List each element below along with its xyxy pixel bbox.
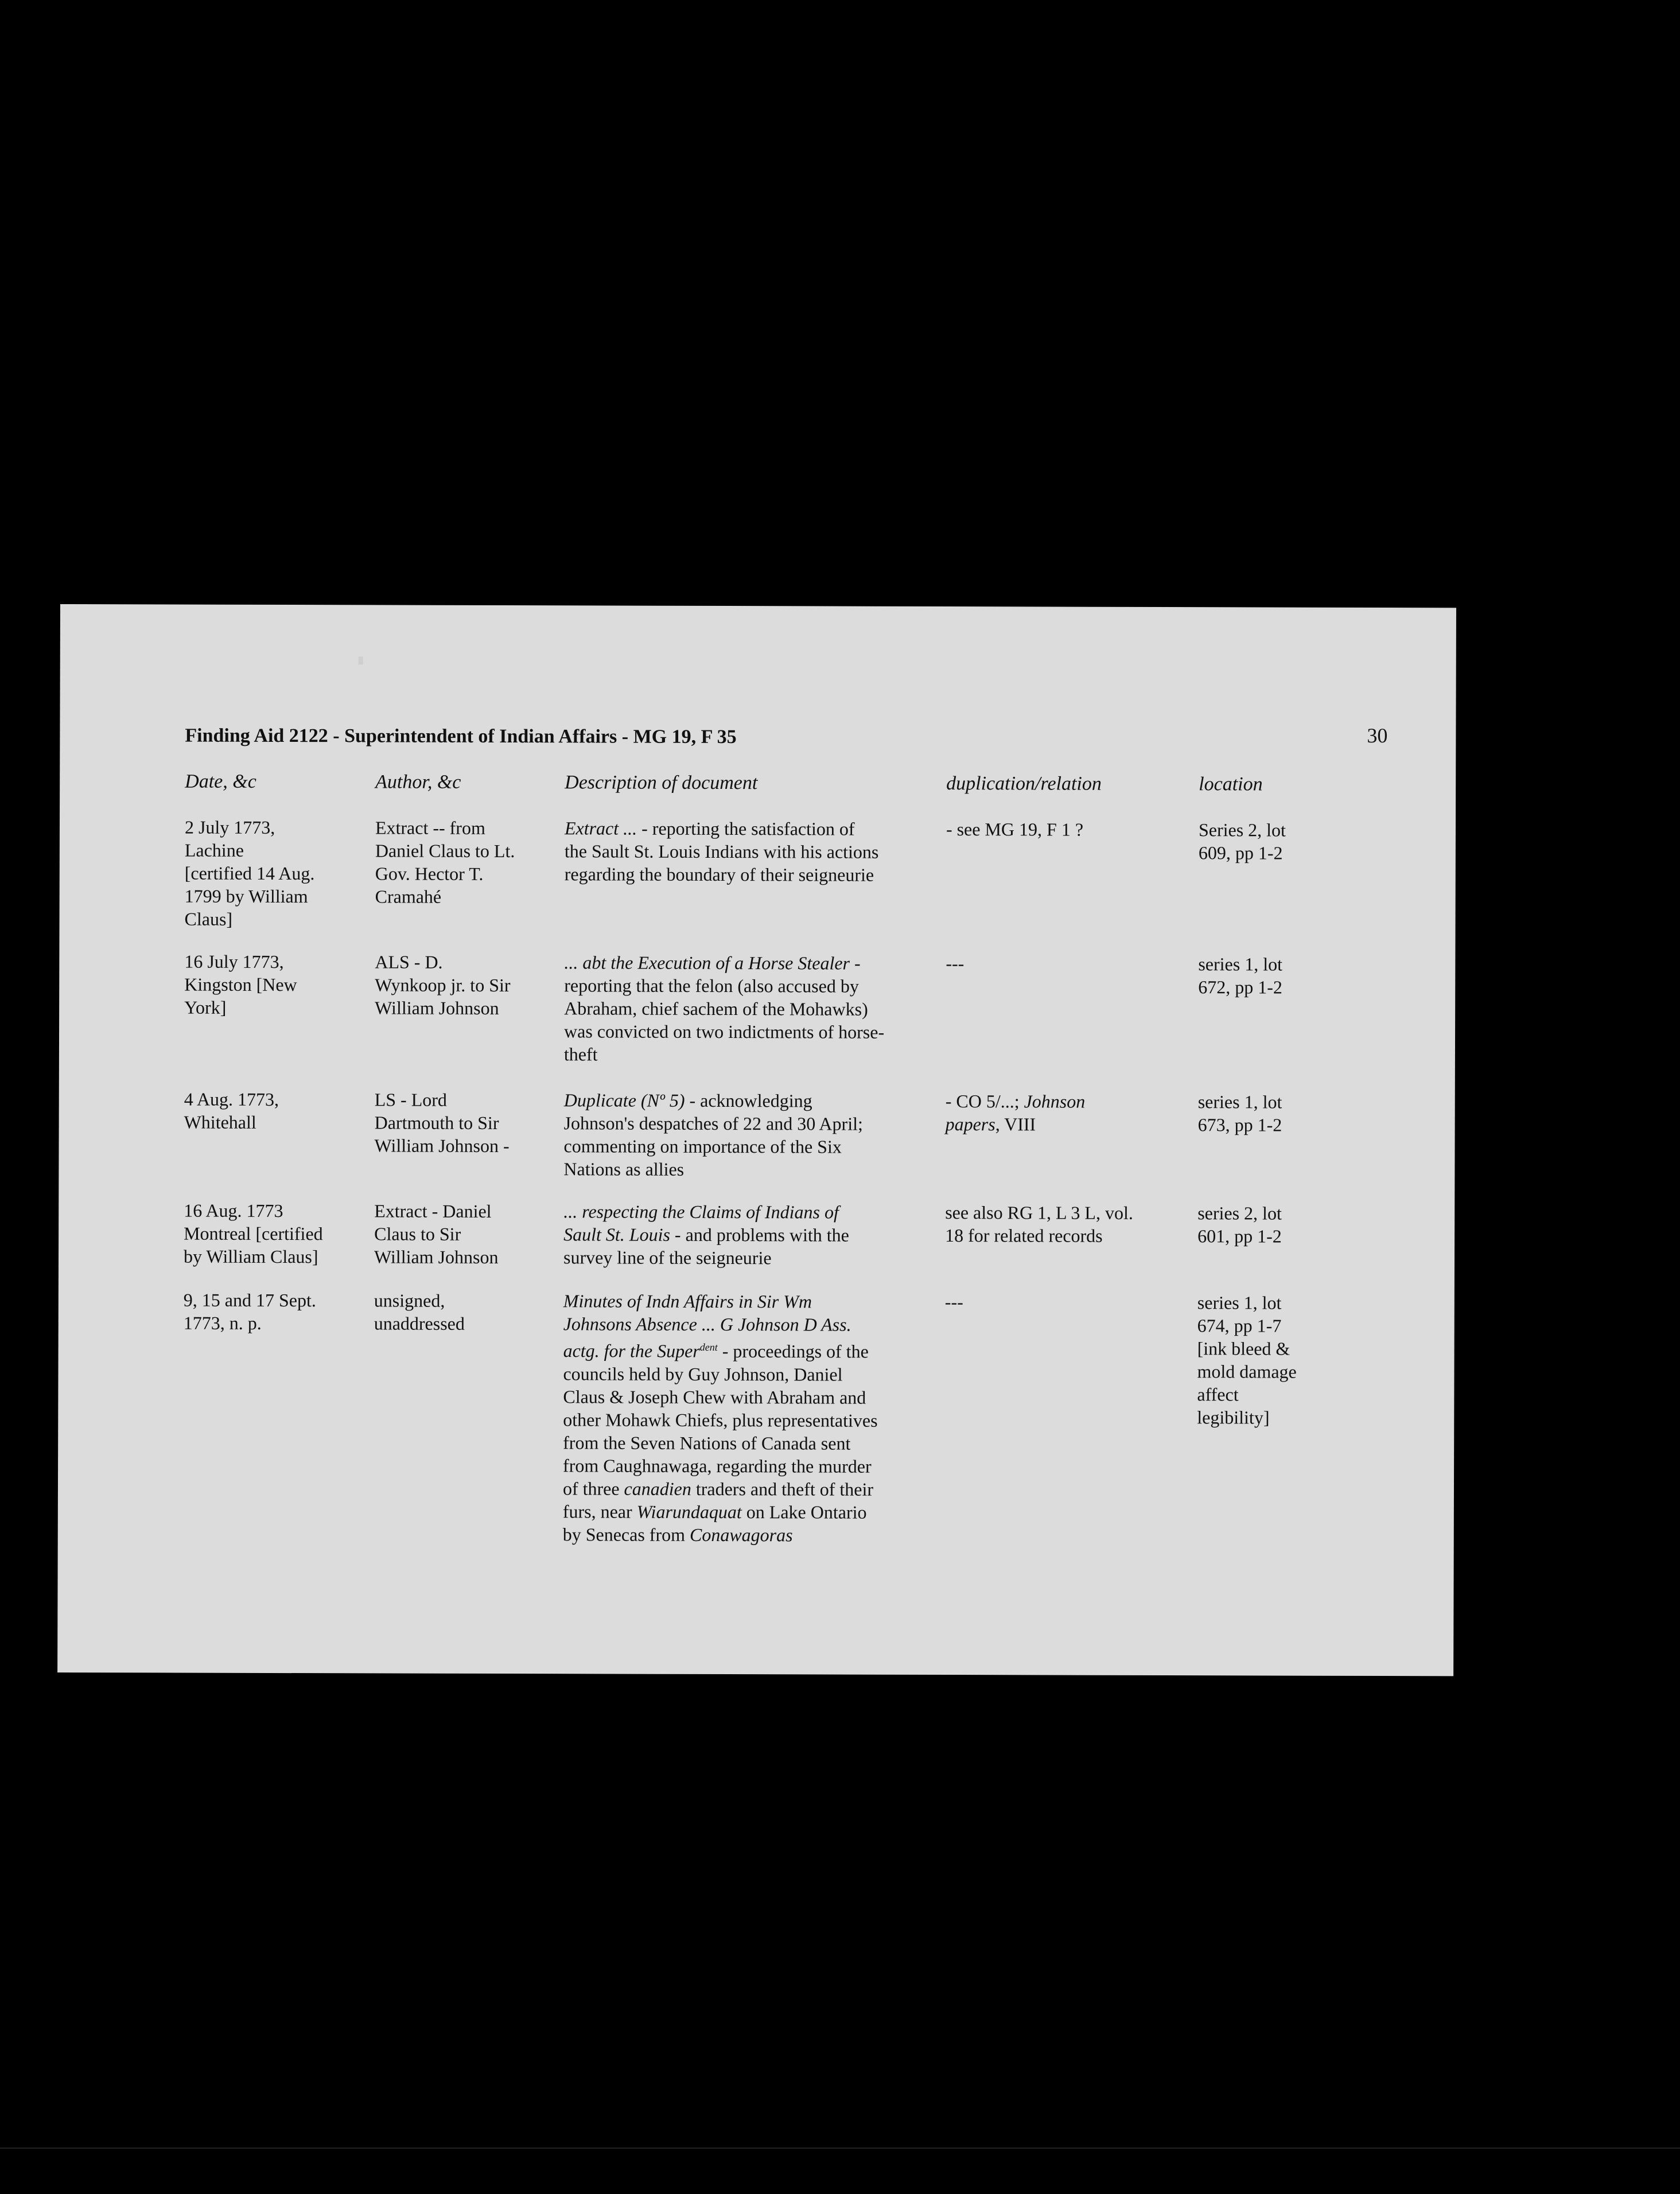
column-header-location: location xyxy=(1199,773,1263,795)
column-header-duplication: duplication/relation xyxy=(946,773,1102,795)
row-date: 16 Aug. 1773 Montreal [certified by William Claus] xyxy=(183,1200,323,1267)
row-duplication: see also RG 1, L 3 L, vol. 18 for related records xyxy=(945,1202,1133,1246)
description-italic: Extract ... xyxy=(564,818,637,839)
row-location: series 1, lot 674, pp 1-7 [ink bleed & mold damage affect legibility] xyxy=(1197,1292,1297,1428)
column-header-date: Date, &c xyxy=(185,771,256,792)
row-description xyxy=(563,1289,931,1546)
row-location: series 1, lot 673, pp 1-2 xyxy=(1197,1091,1282,1135)
description-italic: ... abt the Execution of a Horse Stealer xyxy=(564,952,850,974)
row-description xyxy=(563,1088,931,1181)
row-author: ALS - D. Wynkoop jr. to Sir William Johnson xyxy=(375,951,511,1019)
row-duplication: - see MG 19, F 1 ? xyxy=(946,819,1084,840)
row-duplication: --- xyxy=(944,1291,963,1313)
description-italic: Minutes of Indn Affairs in Sir Wm Johnsons Absence ... G Johnson D Ass. actg. for the Super xyxy=(563,1290,851,1361)
description-text: - proceedings of the councils held by Guy Johnson, Daniel Claus & Joseph Chew with Abraham and other Mohawk Chiefs, plus representatives from the Seven Nations of Canada sent from Caughnawaga, regarding the murder of three xyxy=(562,1340,878,1499)
description-italic-2: canadien xyxy=(624,1478,691,1499)
row-duplication xyxy=(946,1090,1175,1136)
page-number: 30 xyxy=(1367,723,1388,748)
page-title: Finding Aid 2122 - Superintendent of Indian Affairs - MG 19, F 35 xyxy=(185,725,737,748)
row-description xyxy=(563,1200,931,1270)
row-author: Extract -- from Daniel Claus to Lt. Gov. Hector T. Cramahé xyxy=(375,817,515,907)
column-header-author: Author, &c xyxy=(375,771,461,793)
row-author: unsigned, unaddressed xyxy=(374,1290,465,1334)
description-text: - reporting the satisfaction of the Sault St. Louis Indians with his actions regarding the boundary of their seigneurie xyxy=(564,818,879,885)
row-date: 2 July 1773, Lachine [certified 14 Aug. 1799 by William Claus] xyxy=(184,816,315,929)
description-italic: ... respecting the Claims of Indians of Sault St. Louis xyxy=(563,1201,839,1245)
scan-edge-line xyxy=(0,2148,1680,2149)
description-italic: Duplicate (Nº 5) xyxy=(563,1090,685,1111)
description-text: - and problems with the survey line of the seigneurie xyxy=(563,1224,849,1269)
row-author: LS - Lord Dartmouth to Sir William Johnson - xyxy=(374,1089,510,1157)
description-superscript: dent xyxy=(699,1341,718,1353)
paper-speck xyxy=(359,656,363,664)
description-text: - acknowledging Johnson's despatches of 22 and 30 April; commenting on importance of the Six Nations as allies xyxy=(563,1090,863,1180)
row-location: series 2, lot 601, pp 1-2 xyxy=(1197,1203,1282,1247)
description-text: - reporting that the felon (also accused by Abraham, chief sachem of the Mohawks) was convicted on two indictments of horse- theft xyxy=(563,952,885,1065)
row-date: 16 July 1773, Kingston [New York] xyxy=(184,951,297,1018)
duplication-italic: Johnson papers xyxy=(945,1091,1086,1135)
row-date: 9, 15 and 17 Sept. 1773, n. p. xyxy=(183,1289,316,1333)
row-date: 4 Aug. 1773, Whitehall xyxy=(184,1088,279,1133)
row-author: Extract - Daniel Claus to Sir William Johnson xyxy=(374,1200,499,1268)
description-text-3: on Lake Ontario by Senecas from xyxy=(562,1501,867,1545)
description-italic-4: Conawagoras xyxy=(689,1524,793,1546)
document-sheet xyxy=(57,604,1456,1676)
duplication-tail: , VIII xyxy=(995,1114,1036,1135)
row-location: Series 2, lot 609, pp 1-2 xyxy=(1198,819,1286,863)
page-header xyxy=(185,725,1436,757)
row-location: series 1, lot 672, pp 1-2 xyxy=(1198,954,1283,998)
duplication-text: - CO 5/...; xyxy=(945,1091,1020,1112)
column-header-description: Description of document xyxy=(565,772,758,794)
description-text-2: traders and theft of their furs, near xyxy=(562,1478,874,1522)
row-duplication: --- xyxy=(946,953,965,974)
row-description xyxy=(564,951,932,1067)
row-description xyxy=(565,816,932,886)
description-italic-3: Wiarundaquat xyxy=(636,1501,742,1522)
